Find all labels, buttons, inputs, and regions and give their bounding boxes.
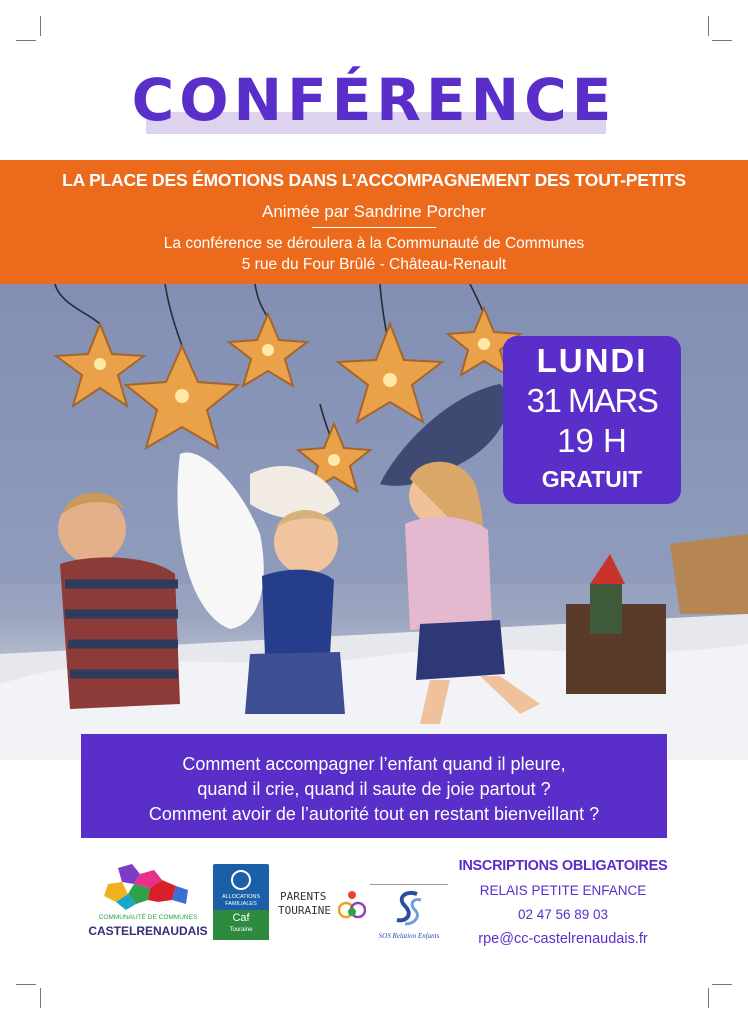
parents-line: TOURAINE <box>278 904 331 917</box>
crop-mark <box>712 984 732 985</box>
title-block <box>0 62 748 138</box>
contact-phone[interactable]: 02 47 56 89 03 <box>517 907 609 922</box>
ccc-caption: COMMUNAUTÉ DE COMMUNES <box>98 914 198 921</box>
crop-mark <box>16 40 36 41</box>
crop-mark <box>712 40 732 41</box>
caf-logo <box>213 864 269 940</box>
caf-emblem-icon <box>231 870 251 890</box>
caf-line: FAMILIALES <box>225 901 257 907</box>
castelrenaudais-map-icon <box>88 862 208 912</box>
question-line: Comment avoir de l’autorité tout en restant bienveillant ? <box>148 804 600 824</box>
event-day: LUNDI <box>536 342 648 379</box>
caf-line: ALLOCATIONS <box>221 894 261 900</box>
parents-line: PARENTS <box>280 890 327 903</box>
divider <box>312 227 436 228</box>
event-time: 19 H <box>557 422 627 459</box>
sos-icon <box>389 888 429 928</box>
crop-mark <box>40 16 41 36</box>
event-price: GRATUIT <box>541 466 643 492</box>
sos-relation-enfants-logo <box>370 884 448 946</box>
registration-contact <box>448 858 678 947</box>
questions-box <box>81 734 667 838</box>
question-line: quand il crie, quand il saute de joie partout ? <box>197 779 551 799</box>
registration-title: INSCRIPTIONS OBLIGATOIRES <box>458 858 668 874</box>
page-title: CONFÉRENCE <box>131 66 617 134</box>
contact-email[interactable]: rpe@cc-castelrenaudais.fr <box>478 931 648 947</box>
crop-mark <box>708 988 709 1008</box>
info-band <box>0 160 748 284</box>
caf-brand: Caf <box>232 912 250 924</box>
conference-subtitle: LA PLACE DES ÉMOTIONS DANS L’ACCOMPAGNEMENT DES TOUT-PETITS <box>62 170 686 190</box>
crop-mark <box>40 988 41 1008</box>
event-date-card <box>503 336 681 504</box>
crop-mark <box>16 984 36 985</box>
caf-region: Touraine <box>229 927 253 933</box>
crop-mark <box>708 16 709 36</box>
presenter-line: Animée par Sandrine Porcher <box>262 202 486 221</box>
sos-caption: SOS Relation Enfants <box>378 932 440 940</box>
ccc-name: CASTELRENAUDAIS <box>88 924 208 938</box>
family-icon <box>338 890 366 922</box>
question-line: Comment accompagner l’enfant quand il pleure, <box>182 754 566 774</box>
address-line: 5 rue du Four Brûlé - Château-Renault <box>241 256 507 273</box>
parents-touraine-logo <box>276 888 368 928</box>
contact-organization: RELAIS PETITE ENFANCE <box>479 883 647 898</box>
event-date: 31 MARS <box>526 382 658 419</box>
castelrenaudais-logo <box>88 862 208 940</box>
venue-line: La conférence se déroulera à la Communauté de Communes <box>163 235 585 252</box>
